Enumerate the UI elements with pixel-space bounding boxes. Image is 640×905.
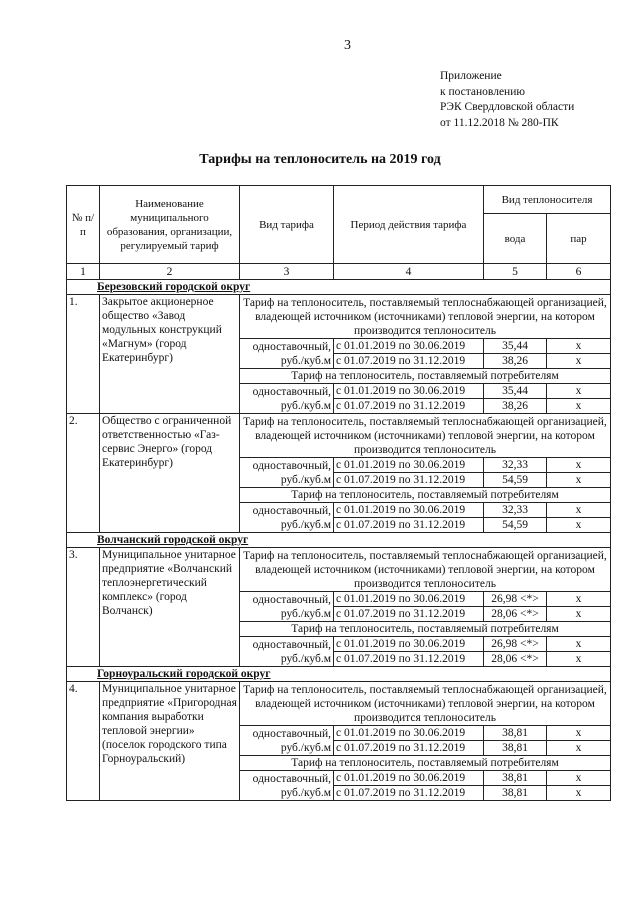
rate-type xyxy=(240,637,334,667)
column-number: 1 xyxy=(67,264,100,280)
header-num: № п/п xyxy=(67,186,100,264)
rate-type-line: руб./куб.м xyxy=(280,786,331,799)
steam-value: x xyxy=(547,592,611,607)
page-number: 3 xyxy=(344,38,351,53)
period: с 01.07.2019 по 31.12.2019 xyxy=(334,518,484,533)
period: с 01.07.2019 по 31.12.2019 xyxy=(334,607,484,622)
rate-type xyxy=(240,726,334,756)
rate-type-line: руб./куб.м xyxy=(280,652,331,665)
rate-type xyxy=(240,384,334,414)
org-name: Муниципальное унитарное предприятие «Пригородная компания выработки тепловой энергии» (поселок городского типа Горноуральский) xyxy=(100,682,240,801)
header-type: Вид тарифа xyxy=(240,186,334,264)
rate-type-line: одноставочный, xyxy=(252,504,331,517)
period: с 01.01.2019 по 30.06.2019 xyxy=(334,503,484,518)
period: с 01.07.2019 по 31.12.2019 xyxy=(334,473,484,488)
water-value: 54,59 xyxy=(484,473,547,488)
appendix-line: к постановлению xyxy=(440,85,525,98)
steam-value: x xyxy=(547,726,611,741)
water-value: 32,33 xyxy=(484,503,547,518)
water-value: 26,98 <*> xyxy=(484,637,547,652)
steam-value: x xyxy=(547,652,611,667)
steam-value: x xyxy=(547,384,611,399)
column-number: 3 xyxy=(240,264,334,280)
period: с 01.01.2019 по 30.06.2019 xyxy=(334,592,484,607)
period: с 01.07.2019 по 31.12.2019 xyxy=(334,354,484,369)
org-number: 4. xyxy=(67,682,100,801)
rate-type xyxy=(240,339,334,369)
rate-type-line: одноставочный, xyxy=(252,459,331,472)
rate-type-line: руб./куб.м xyxy=(280,518,331,531)
header-period: Период действия тарифа xyxy=(334,186,484,264)
appendix-note xyxy=(440,69,574,131)
org-name: Общество с ограниченной ответственностью «Газ-сервис Энерго» (город Екатеринбург) xyxy=(100,414,240,533)
water-value: 35,44 xyxy=(484,339,547,354)
header-name: Наименование муниципального образования, организации, регулируемый тариф xyxy=(100,186,240,264)
steam-value: x xyxy=(547,339,611,354)
rate-type-line: руб./куб.м xyxy=(280,354,331,367)
tariff-group-label: Тариф на теплоноситель, поставляемый потребителям xyxy=(240,488,611,503)
tariff-group-label: Тариф на теплоноситель, поставляемый теплоснабжающей организацией, владеющей источником (источниками) тепловой энергии, на котором производится теплоноситель xyxy=(240,682,611,726)
tariff-group-label: Тариф на теплоноситель, поставляемый теплоснабжающей организацией, владеющей источником (источниками) тепловой энергии, на котором производится теплоноситель xyxy=(240,548,611,592)
tariff-group-label: Тариф на теплоноситель, поставляемый теплоснабжающей организацией, владеющей источником (источниками) тепловой энергии, на котором производится теплоноситель xyxy=(240,414,611,458)
rate-type-line: одноставочный, xyxy=(252,772,331,785)
period: с 01.07.2019 по 31.12.2019 xyxy=(334,652,484,667)
steam-value: x xyxy=(547,473,611,488)
steam-value: x xyxy=(547,399,611,414)
column-number: 6 xyxy=(547,264,611,280)
column-number: 4 xyxy=(334,264,484,280)
period: с 01.01.2019 по 30.06.2019 xyxy=(334,771,484,786)
period: с 01.01.2019 по 30.06.2019 xyxy=(334,637,484,652)
steam-value: x xyxy=(547,458,611,473)
tariff-table xyxy=(66,185,611,801)
document-title: Тарифы на теплоноситель на 2019 год xyxy=(199,152,441,167)
water-value: 38,81 xyxy=(484,726,547,741)
column-number: 5 xyxy=(484,264,547,280)
rate-type xyxy=(240,771,334,801)
water-value: 38,81 xyxy=(484,786,547,801)
rate-type-line: одноставочный, xyxy=(252,385,331,398)
district-heading: Горноуральский городской округ xyxy=(67,667,611,682)
period: с 01.01.2019 по 30.06.2019 xyxy=(334,726,484,741)
period: с 01.01.2019 по 30.06.2019 xyxy=(334,384,484,399)
steam-value: x xyxy=(547,354,611,369)
tariff-group-label: Тариф на теплоноситель, поставляемый потребителям xyxy=(240,369,611,384)
rate-type-line: руб./куб.м xyxy=(280,399,331,412)
steam-value: x xyxy=(547,518,611,533)
rate-type-line: руб./куб.м xyxy=(280,741,331,754)
steam-value: x xyxy=(547,771,611,786)
water-value: 54,59 xyxy=(484,518,547,533)
rate-type xyxy=(240,458,334,488)
steam-value: x xyxy=(547,637,611,652)
header-carrier: Вид теплоносителя xyxy=(484,186,611,214)
rate-type-line: руб./куб.м xyxy=(280,473,331,486)
district-heading: Березовский городской округ xyxy=(67,280,611,295)
column-number: 2 xyxy=(100,264,240,280)
water-value: 28,06 <*> xyxy=(484,607,547,622)
water-value: 38,26 xyxy=(484,354,547,369)
water-value: 26,98 <*> xyxy=(484,592,547,607)
water-value: 38,81 xyxy=(484,771,547,786)
water-value: 28,06 <*> xyxy=(484,652,547,667)
rate-type-line: руб./куб.м xyxy=(280,607,331,620)
steam-value: x xyxy=(547,741,611,756)
appendix-line: Приложение xyxy=(440,70,502,82)
rate-type-line: одноставочный, xyxy=(252,727,331,740)
org-name: Муниципальное унитарное предприятие «Волчанский теплоэнергетический комплекс» (город Волчанск) xyxy=(100,548,240,667)
district-heading: Волчанский городской округ xyxy=(67,533,611,548)
tariff-group-label: Тариф на теплоноситель, поставляемый потребителям xyxy=(240,756,611,771)
appendix-line: от 11.12.2018 № 280-ПК xyxy=(440,116,559,129)
header-steam: пар xyxy=(547,214,611,264)
steam-value: x xyxy=(547,503,611,518)
period: с 01.01.2019 по 30.06.2019 xyxy=(334,458,484,473)
org-number: 1. xyxy=(67,295,100,414)
rate-type xyxy=(240,592,334,622)
tariff-group-label: Тариф на теплоноситель, поставляемый теплоснабжающей организацией, владеющей источником (источниками) тепловой энергии, на котором производится теплоноситель xyxy=(240,295,611,339)
period: с 01.07.2019 по 31.12.2019 xyxy=(334,741,484,756)
tariff-group-label: Тариф на теплоноситель, поставляемый потребителям xyxy=(240,622,611,637)
rate-type-line: одноставочный, xyxy=(252,638,331,651)
rate-type xyxy=(240,503,334,533)
period: с 01.07.2019 по 31.12.2019 xyxy=(334,399,484,414)
steam-value: x xyxy=(547,786,611,801)
water-value: 35,44 xyxy=(484,384,547,399)
period: с 01.01.2019 по 30.06.2019 xyxy=(334,339,484,354)
water-value: 38,26 xyxy=(484,399,547,414)
org-name: Закрытое акционерное общество «Завод модульных конструкций «Магнум» (город Екатеринбург) xyxy=(100,295,240,414)
water-value: 32,33 xyxy=(484,458,547,473)
rate-type-line: одноставочный, xyxy=(252,340,331,353)
header-water: вода xyxy=(484,214,547,264)
water-value: 38,81 xyxy=(484,741,547,756)
steam-value: x xyxy=(547,607,611,622)
org-number: 3. xyxy=(67,548,100,667)
org-number: 2. xyxy=(67,414,100,533)
period: с 01.07.2019 по 31.12.2019 xyxy=(334,786,484,801)
rate-type-line: одноставочный, xyxy=(252,593,331,606)
appendix-line: РЭК Свердловской области xyxy=(440,101,575,113)
